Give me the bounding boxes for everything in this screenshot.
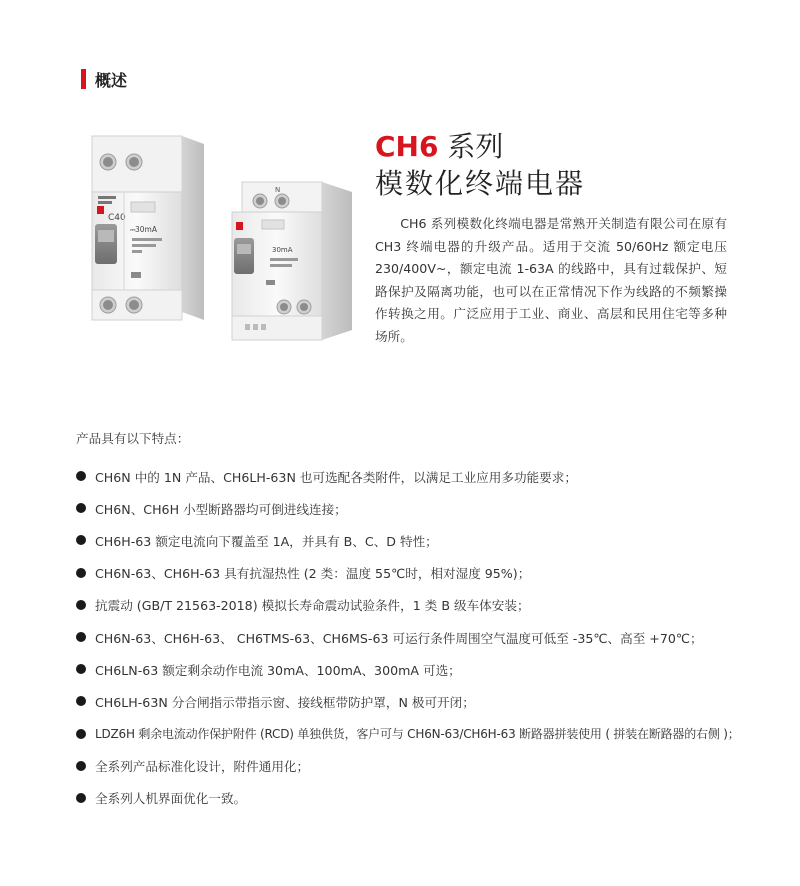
feature-item [76,589,776,621]
feature-text: CH6N-63、CH6H-63 具有抗湿热性 (2 类：温度 55℃时，相对湿度 95%)； [95,566,531,582]
bullet-icon [76,761,86,771]
feature-item [76,653,776,685]
product-title [375,130,735,164]
feature-text: 抗震动 (GB/T 21563-2018) 模拟长寿命震动试验条件，1 类 B 级车体安装； [95,598,530,614]
feature-text: CH6H-63 额定电流向下覆盖至 1A，并具有 B、C、D 特性； [95,533,438,549]
features-heading: 产品具有以下特点： [76,431,190,446]
feature-item [76,557,776,589]
svg-text:C40: C40 [108,213,126,223]
feature-text: CH6N 中的 1N 产品、CH6LH-63N 也可选配各类附件，以满足工业应用多功能要求； [95,469,577,485]
product-brand: CH6 [375,130,439,163]
device-b-rating: 30mA [272,246,293,254]
feature-text: LDZ6H 剩余电流动作保护附件 (RCD) 单独供货，客户可与 CH6N-63/CH6H-63 断路器拼装使用 ( 拼装在断路器的右侧 )； [95,727,740,742]
feature-item [76,492,776,524]
bullet-icon [76,535,86,545]
device-b [232,182,352,340]
svg-text:⎓: ⎓ [130,226,136,234]
bullet-icon [76,568,86,578]
feature-text: CH6N、CH6H 小型断路器均可倒进线连接； [95,501,347,517]
section-header [81,68,127,90]
bullet-icon [76,729,86,739]
features-list [76,460,776,814]
device-a-rating: 30mA [135,225,157,234]
section-accent-bar [81,69,86,89]
feature-item [76,750,776,782]
bullet-icon [76,503,86,513]
bullet-icon [76,664,86,674]
feature-text: 全系列人机界面优化一致。 [95,791,247,807]
feature-item [76,621,776,653]
product-series: 系列 [438,130,504,163]
bullet-icon [76,696,86,706]
device-a [92,136,204,320]
bullet-icon [76,471,86,481]
bullet-icon [76,632,86,642]
product-image [82,130,362,345]
feature-item [76,782,776,814]
feature-item [76,685,776,717]
product-description: CH6 系列模数化终端电器是常熟开关制造有限公司在原有 CH3 终端电器的升级产品。适用于交流 50/60Hz 额定电压 230/400V~，额定电流 1-63A 的线路中，具有过载保护、短路保护及隔离功能，也可以在正常情况下作为线路的不频繁操作转换之用。广泛应用于工业、商业、高层和民用住宅等多种场所。 [375,216,727,344]
device-b-label: N [275,186,281,194]
feature-text: CH6LN-63 额定剩余动作电流 30mA、100mA、300mA 可选； [95,662,461,678]
product-subtitle: 模数化终端电器 [375,167,586,200]
feature-text: CH6N-63、CH6H-63、 CH6TMS-63、CH6MS-63 可运行条件周围空气温度可低至 -35℃、高至 +70℃； [95,630,703,646]
product-title-block [375,130,735,202]
feature-text: CH6LH-63N 分合闸指示带指示窗、接线框带防护罩，N 极可开闭； [95,694,475,710]
section-title: 概述 [95,70,128,90]
feature-item [76,524,776,556]
feature-text: 全系列产品标准化设计，附件通用化； [95,759,310,775]
bullet-icon [76,793,86,803]
bullet-icon [76,600,86,610]
feature-item [76,718,776,750]
feature-item [76,460,776,492]
